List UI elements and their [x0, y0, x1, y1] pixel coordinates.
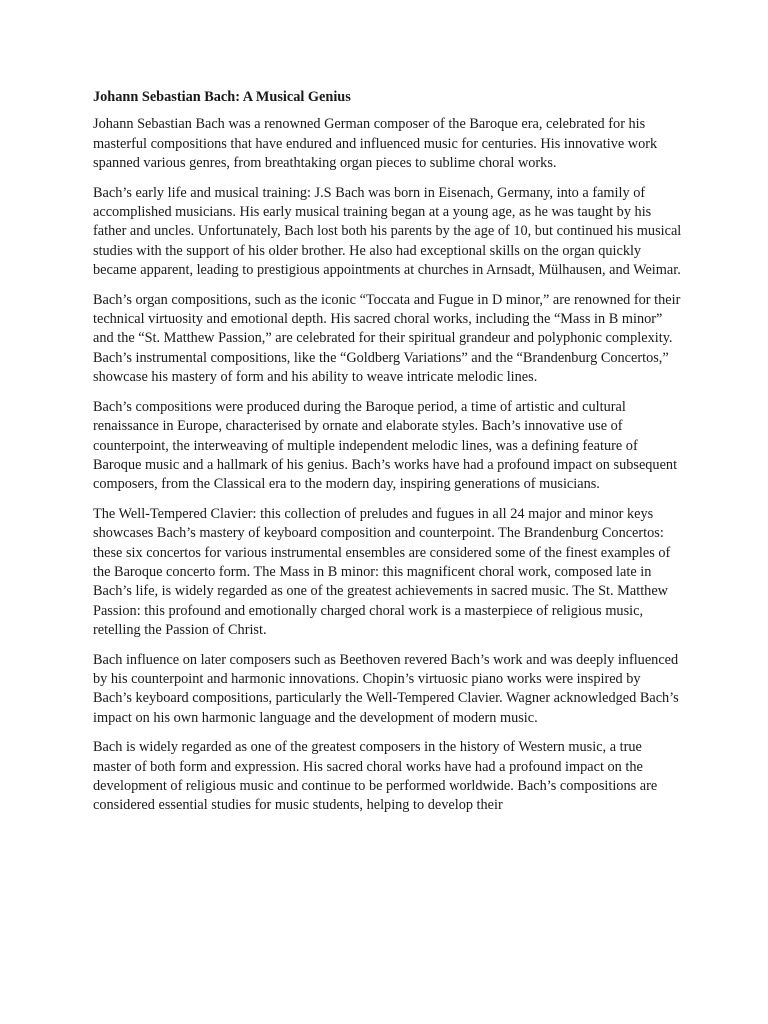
paragraph-legacy: Bach is widely regarded as one of the greatest composers in the history of Western music, a true master of both form and expression. His sacred choral works have had a profound impact on the development of religious music and continue to be performed worldwide. Bach’s compositions are considered essential studies for music students, helping to develop their	[93, 739, 658, 814]
paragraph-baroque-period: Bach’s compositions were produced during the Baroque period, a time of artistic and cultural renaissance in Europe, characterised by ornate and elaborate styles. Bach’s innovative use of counterpoint, the interweaving of multiple independent melodic lines, was a defining feature of Baroque music and a hallmark of his genius. Bach’s works have had a profound impact on subsequent composers, from the Classical era to the modern day, inspiring generations of musicians.	[93, 398, 678, 493]
paragraph-major-works: The Well-Tempered Clavier: this collection of preludes and fugues in all 24 major and minor keys showcases Bach’s mastery of keyboard composition and counterpoint. The Brandenburg Concertos: these six concertos for various instrumental ensembles are considered some of the finest examples of the Baroque concerto form. The Mass in B minor: this magnificent choral work, composed late in Bach’s life, is widely regarded as one of the greatest achievements in sacred music. The St. Matthew Passion: this profound and emotionally charged choral work is a masterpiece of religious music, retelling the Passion of Christ.	[93, 505, 671, 639]
document-body	[93, 88, 683, 826]
paragraph-intro: Johann Sebastian Bach was a renowned German composer of the Baroque era, celebrated for his masterful compositions that have endured and influenced music for centuries. His innovative work spanned various genres, from breathtaking organ pieces to sublime choral works.	[93, 116, 658, 172]
paragraph-influence: Bach influence on later composers such as Beethoven revered Bach’s work and was deeply influenced by his counterpoint and harmonic innovations. Chopin’s virtuosic piano works were inspired by Bach’s keyboard compositions, particularly the Well-Tempered Clavier. Wagner acknowledged Bach’s impact on his own harmonic language and the development of modern music.	[93, 651, 679, 726]
document-title: Johann Sebastian Bach: A Musical Genius	[93, 89, 351, 105]
paragraph-early-life: Bach’s early life and musical training: J.S Bach was born in Eisenach, Germany, into a family of accomplished musicians. His early musical training began at a young age, as he was taught by his father and uncles. Unfortunately, Bach lost both his parents by the age of 10, but continued his musical studies with the support of his older brother. He also had exceptional skills on the organ quickly became apparent, leading to prestigious appointments at churches in Arnsadt, Mülhausen, and Weimar.	[93, 184, 682, 279]
paragraph-compositions: Bach’s organ compositions, such as the iconic “Toccata and Fugue in D minor,” are renowned for their technical virtuosity and emotional depth. His sacred choral works, including the “Mass in B minor” and the “St. Matthew Passion,” are celebrated for their spiritual grandeur and polyphonic complexity. Bach’s instrumental compositions, like the “Goldberg Variations” and the “Brandenburg Concertos,” showcase his mastery of form and his ability to weave intricate melodic lines.	[93, 291, 681, 386]
